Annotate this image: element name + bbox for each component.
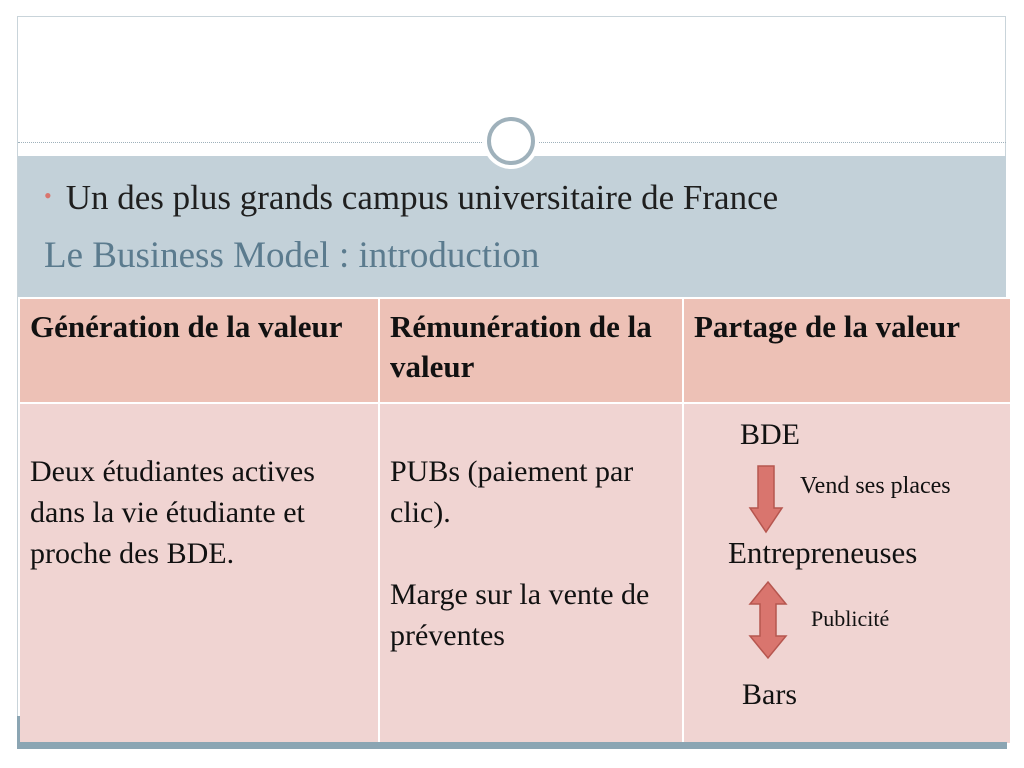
header-partage: Partage de la valeur [683,298,1011,403]
bullet-text: Un des plus grands campus universitaire de France [65,178,779,217]
cell-generation [19,403,379,744]
flow-node-bde: BDE [740,418,800,451]
remuneration-line-2: Marge sur la vente de préventes [390,578,650,652]
flow-label-publicite: Publicité [811,606,890,631]
business-model-table [18,297,1012,745]
flow-node-bars: Bars [742,678,797,711]
value-flow-diagram [684,404,1010,743]
circle-ornament-icon [483,113,539,169]
double-arrow-icon [748,580,788,660]
bullet-dot-icon: • [44,183,52,208]
bullet-point [44,178,778,218]
cell-remuneration [379,403,683,744]
remuneration-line-1: PUBs (paiement par clic). [390,455,634,529]
header-generation: Génération de la valeur [19,298,379,403]
cell-partage [683,403,1011,744]
down-arrow-icon [748,464,784,534]
flow-node-entrepreneuses: Entrepreneuses [728,535,918,570]
header-remuneration: Rémunération de la valeur [379,298,683,403]
bottom-bar [17,742,1007,749]
generation-text: Deux étudiantes actives dans la vie étudiante et proche des BDE. [30,455,315,570]
frame-accent [17,716,20,744]
flow-label-vend: Vend ses places [800,473,951,499]
slide-title: Le Business Model : introduction [44,235,540,276]
